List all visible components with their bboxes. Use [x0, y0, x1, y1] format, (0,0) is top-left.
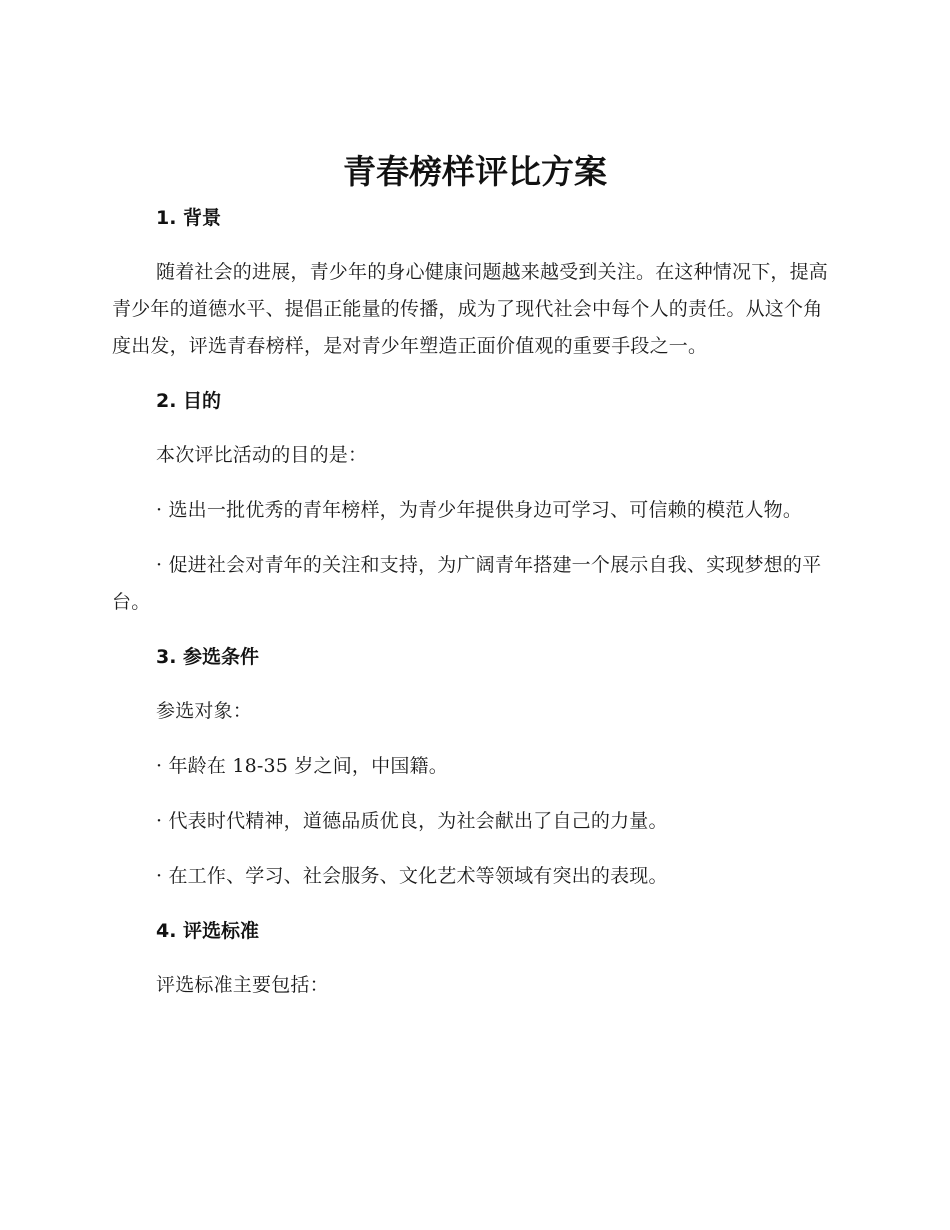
bullet-item-eligibility-3: · 在工作、学习、社会服务、文化艺术等领域有突出的表现。	[156, 865, 668, 887]
document-title: 青春榜样评比方案	[343, 152, 607, 191]
bullet-item-purpose-2: · 促进社会对青年的关注和支持，为广阔青年搭建一个展示自我、实现梦想的平台。	[112, 554, 822, 613]
document-body	[112, 203, 832, 1004]
paragraph-background: 随着社会的进展，青少年的身心健康问题越来越受到关注。在这种情况下，提高青少年的道德水平、提倡正能量的传播，成为了现代社会中每个人的责任。从这个角度出发，评选青春榜样，是对青少年塑造正面价值观的重要手段之一。	[112, 261, 829, 357]
paragraph-criteria-intro: 评选标准主要包括：	[156, 974, 329, 996]
section-heading-eligibility: 3. 参选条件	[156, 646, 260, 668]
paragraph-purpose-intro: 本次评比活动的目的是：	[156, 444, 368, 466]
section-heading-criteria: 4. 评选标准	[156, 920, 260, 942]
bullet-item-purpose-1: · 选出一批优秀的青年榜样，为青少年提供身边可学习、可信赖的模范人物。	[156, 499, 803, 521]
section-heading-purpose: 2. 目的	[156, 390, 222, 412]
paragraph-eligibility-intro: 参选对象：	[156, 700, 253, 722]
bullet-item-eligibility-2: · 代表时代精神，道德品质优良，为社会献出了自己的力量。	[156, 810, 668, 832]
bullet-item-eligibility-1: · 年龄在 18-35 岁之间，中国籍。	[156, 755, 448, 777]
section-heading-background: 1. 背景	[156, 207, 222, 229]
